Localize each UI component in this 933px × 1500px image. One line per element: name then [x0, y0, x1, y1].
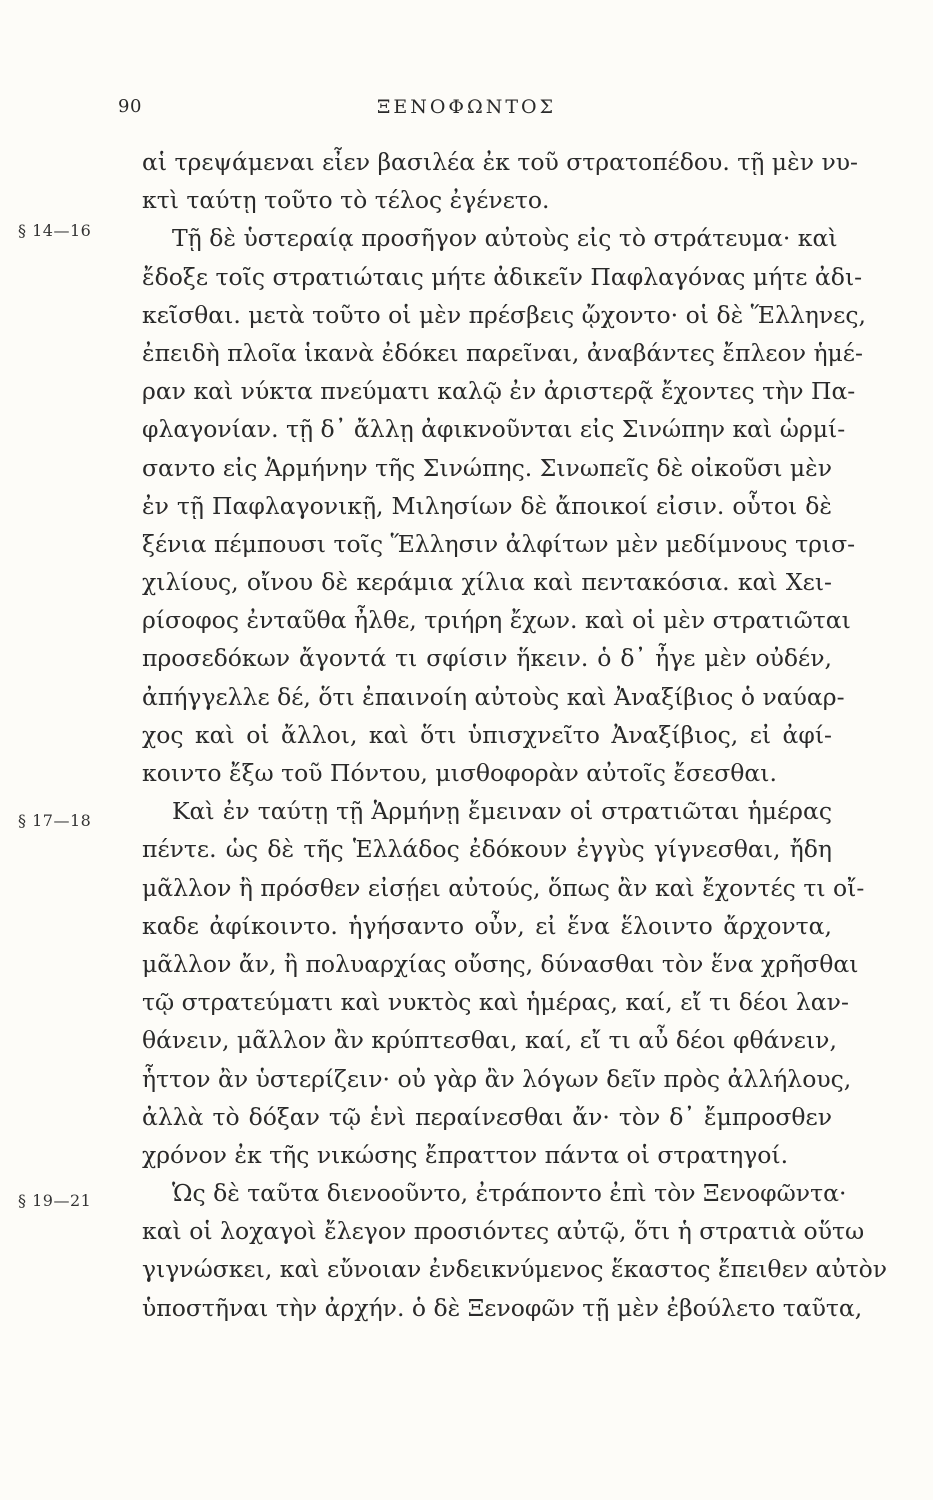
section-marker: § 19—21 — [18, 1191, 92, 1210]
text-line: χος καὶ οἱ ἄλλοι, καὶ ὅτι ὑπισχνεῖτο Ἀναξίβιος, εἰ ἀφί- — [142, 720, 832, 749]
paragraph-first-line: Καὶ ἐν ταύτῃ τῇ Ἁρμήνῃ ἔμειναν οἱ στρατιῶται ἡμέρας — [172, 797, 832, 826]
paragraph-first-line: Τῇ δὲ ὑστεραίᾳ προσῆγον αὐτοὺς εἰς τὸ στράτευμα· καὶ — [172, 224, 838, 253]
text-line: ἐν τῇ Παφλαγονικῇ, Μιλησίων δὲ ἄποικοί εἰσιν. οὗτοι δὲ — [142, 491, 832, 520]
body-text — [142, 143, 888, 1327]
text-line: φλαγονίαν. τῇ δ᾽ ἄλλῃ ἀφικνοῦνται εἰς Σινώπην καὶ ὡρμί- — [142, 415, 846, 444]
text-line: κεῖσθαι. μετὰ τοῦτο οἱ μὲν πρέσβεις ᾤχοντο· οἱ δὲ Ἕλληνες, — [142, 300, 866, 329]
text-line: τῷ στρατεύματι καὶ νυκτὸς καὶ ἡμέρας, καί, εἴ τι δέοι λαν- — [142, 988, 849, 1017]
text-line: θάνειν, μᾶλλον ἂν κρύπτεσθαι, καί, εἴ τι αὖ δέοι φθάνειν, — [142, 1026, 837, 1055]
text-line: ρίσοφος ἐνταῦθα ἦλθε, τριήρη ἔχων. καὶ οἱ μὲν στρατιῶται — [142, 606, 851, 635]
text-line: ἔδοξε τοῖς στρατιώταις μήτε ἀδικεῖν Παφλαγόνας μήτε ἀδι- — [142, 262, 863, 291]
text-line: μᾶλλον ἄν, ἢ πολυαρχίας οὔσης, δύνασθαι τὸν ἕνα χρῆσθαι — [142, 949, 859, 978]
text-line: κοιντο ἔξω τοῦ Πόντου, μισθοφορὰν αὐτοῖς ἔσεσθαι. — [142, 759, 777, 787]
text-line: πέντε. ὡς δὲ τῆς Ἑλλάδος ἐδόκουν ἐγγὺς γίγνεσθαι, ἤδη — [142, 835, 832, 864]
text-line: ξένια πέμπουσι τοῖς Ἕλλησιν ἀλφίτων μὲν μεδίμνους τρισ- — [142, 529, 856, 558]
section-marker: § 14—16 — [18, 221, 92, 240]
text-line: χιλίους, οἴνου δὲ κεράμια χίλια καὶ πεντακόσια. καὶ Χει- — [142, 568, 832, 597]
text-line: αἱ τρεψάμεναι εἶεν βασιλέα ἐκ τοῦ στρατοπέδου. τῇ μὲν νυ- — [142, 148, 858, 176]
section-marker: § 17—18 — [18, 811, 92, 830]
text-line: προσεδόκων ἄγοντά τι σφίσιν ἥκειν. ὁ δ᾽ ἦγε μὲν οὐδέν, — [142, 644, 832, 673]
paragraph-first-line: Ὡς δὲ ταῦτα διενοοῦντο, ἐτράποντο ἐπὶ τὸν Ξενοφῶντα· — [172, 1179, 847, 1208]
text-line: ἀλλὰ τὸ δόξαν τῷ ἑνὶ περαίνεσθαι ἄν· τὸν δ᾽ ἔμπροσθεν — [142, 1102, 832, 1131]
text-line: καδε ἀφίκοιντο. ἡγήσαντο οὖν, εἰ ἕνα ἕλοιντο ἄρχοντα, — [142, 911, 832, 940]
text-line: ραν καὶ νύκτα πνεύματι καλῷ ἐν ἀριστερᾷ ἔχοντες τὴν Πα- — [142, 377, 856, 406]
page-number: 90 — [118, 96, 142, 117]
page-header — [0, 96, 933, 126]
text-line: γιγνώσκει, καὶ εὔνοιαν ἐνδεικνύμενος ἕκαστος ἔπειθεν αὐτὸν — [142, 1255, 888, 1284]
text-line: μᾶλλον ἢ πρόσθεν εἰσῄει αὐτούς, ὅπως ἂν καὶ ἔχοντές τι οἴ- — [142, 873, 865, 902]
text-line: κτὶ ταύτῃ τοῦτο τὸ τέλος ἐγένετο. — [142, 186, 550, 215]
text-line: ἐπειδὴ πλοῖα ἱκανὰ ἐδόκει παρεῖναι, ἀναβάντες ἔπλεον ἡμέ- — [142, 338, 863, 367]
running-title: ΞΕΝΟΦΩΝΤΟΣ — [376, 96, 557, 118]
text-line: καὶ οἱ λοχαγοὶ ἔλεγον προσιόντες αὐτῷ, ὅτι ἡ στρατιὰ οὕτω — [142, 1217, 865, 1246]
text-line: ἀπήγγελλε δέ, ὅτι ἐπαινοίη αὐτοὺς καὶ Ἀναξίβιος ὁ ναύαρ- — [142, 682, 845, 711]
text-line: ἧττον ἂν ὑστερίζειν· οὐ γὰρ ἂν λόγων δεῖν πρὸς ἀλλήλους, — [142, 1064, 852, 1093]
text-line: σαντο εἰς Ἁρμήνην τῆς Σινώπης. Σινωπεῖς δὲ οἰκοῦσι μὲν — [142, 453, 833, 482]
text-line: χρόνον ἐκ τῆς νικώσης ἔπραττον πάντα οἱ στρατηγοί. — [142, 1140, 789, 1169]
text-line: ὑποστῆναι τὴν ἀρχήν. ὁ δὲ Ξενοφῶν τῇ μὲν ἐβούλετο ταῦτα, — [142, 1293, 863, 1322]
